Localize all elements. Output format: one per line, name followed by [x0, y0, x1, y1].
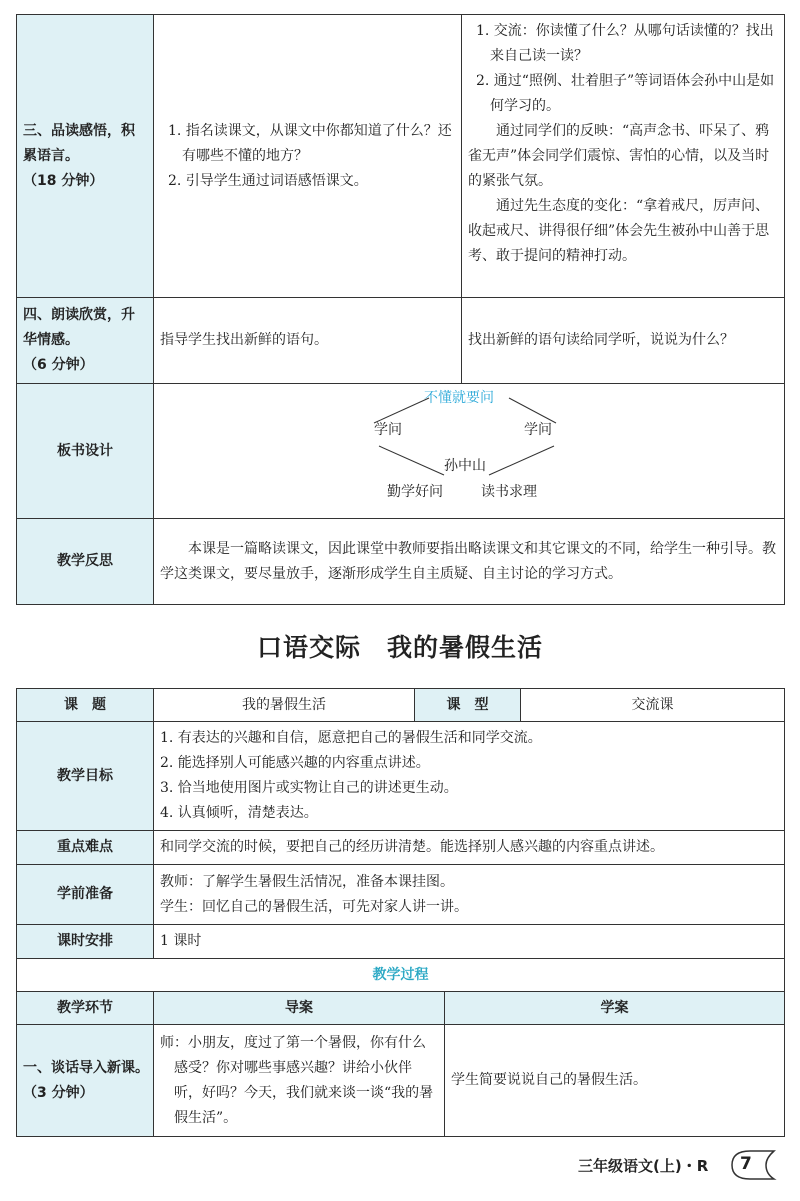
lesson-plan-table-oral	[16, 688, 785, 1137]
goals-label: 教学目标	[17, 722, 154, 831]
row-board	[17, 384, 785, 519]
topic-value: 我的暑假生活	[154, 689, 415, 722]
row-process-title	[17, 959, 785, 992]
stage-3-guide	[154, 15, 462, 298]
goal-item: 1. 有表达的兴趣和自信，愿意把自己的暑假生活和同学交流。	[160, 730, 542, 746]
stage-4-label	[17, 298, 154, 384]
row-stage-3	[17, 15, 785, 298]
page-number-shape	[728, 1148, 778, 1182]
section-title: 口语交际 我的暑假生活	[256, 633, 543, 662]
row-key-points	[17, 831, 785, 865]
stage-4-label-line2: 华情感。	[23, 332, 79, 348]
board-bottom-left-text: 勤学好问	[387, 484, 443, 500]
type-value: 交流课	[521, 689, 785, 722]
stage-3-label	[17, 15, 154, 298]
goal-item: 3. 恰当地使用图片或实物让自己的讲述更生动。	[160, 780, 458, 796]
prep-label: 学前准备	[17, 865, 154, 925]
process-title: 教学过程	[17, 959, 785, 992]
col-stage-header: 教学环节	[17, 992, 154, 1025]
board-right-text: 学问	[524, 422, 552, 438]
stage-4-label-line1: 四、朗读欣赏，升	[23, 307, 135, 323]
board-left-text: 学问	[374, 422, 402, 438]
stage-4-learn: 找出新鲜的语句读给同学听，说说为什么？	[462, 298, 785, 384]
reflection-label: 教学反思	[17, 519, 154, 605]
goal-item: 4. 认真倾听，清楚表达。	[160, 805, 318, 821]
guide-item: 2. 引导学生通过词语感悟课文。	[168, 172, 368, 189]
prep-value	[154, 865, 785, 925]
stage-3-learn	[462, 15, 785, 298]
learn-paragraph: 通过同学们的反映：“高声念书、吓呆了、鸦雀无声”体会同学们震惊、害怕的心情，以及当时的紧张气氛。	[468, 123, 770, 189]
reflection-paragraph: 本课是一篇略读课文，因此课堂中教师要指出略读课文和其它课文的不同，给学生一种引导。教学这类课文，要尽量放手，逐渐形成学生自主质疑、自主讨论的学习方式。	[160, 540, 776, 582]
row-stage-1	[17, 1025, 785, 1137]
col-guide-header: 导案	[154, 992, 445, 1025]
goal-item: 2. 能选择别人可能感兴趣的内容重点讲述。	[160, 755, 430, 771]
hours-label: 课时安排	[17, 925, 154, 959]
stage-3-label-line1: 三、品读感悟，积	[23, 122, 135, 139]
page-number: 7	[740, 1154, 752, 1174]
stage-1-label: 一、谈话导入新课。（3 分钟）	[17, 1025, 154, 1137]
learn-paragraph: 通过先生态度的变化：“拿着戒尺，厉声问、收起戒尺、讲得很仔细”体会先生被孙中山善于思考、敢于提问的精神打动。	[468, 198, 770, 264]
board-top-text: 不懂就要问	[424, 390, 494, 406]
prep-teacher: 教师：了解学生暑假生活情况，准备本课挂图。	[160, 873, 454, 890]
board-design	[154, 384, 785, 519]
board-diagram	[169, 390, 769, 512]
stage-3-label-line2: 累语言。	[23, 147, 79, 164]
type-label: 课 型	[415, 689, 521, 722]
learn-item: 2. 通过“照例、壮着胆子”等词语体会孙中山是如何学习的。	[476, 73, 775, 114]
hours-value: 1 课时	[154, 925, 785, 959]
board-bottom-right-text: 读书求理	[481, 484, 537, 500]
key-label: 重点难点	[17, 831, 154, 865]
stage-4-time: （6 分钟）	[23, 357, 94, 373]
guide-item: 1. 指名读课文，从课文中你都知道了什么？还有哪些不懂的地方？	[168, 122, 452, 164]
stage-3-time: （18 分钟）	[23, 172, 104, 189]
row-reflection	[17, 519, 785, 605]
stage-1-learn: 学生简要说说自己的暑假生活。	[445, 1025, 785, 1137]
row-hours	[17, 925, 785, 959]
stage-1-guide-text: 师：小朋友，度过了第一个暑假，你有什么感受？你对哪些事感兴趣？讲给小伙伴听，好吗？今天，我们就来谈一谈“我的暑假生活”。	[160, 1034, 434, 1126]
page-number-badge	[728, 1148, 778, 1182]
reflection-text	[154, 519, 785, 605]
learn-item: 1. 交流：你读懂了什么？从哪句话读懂的？找出来自己读一读？	[476, 23, 774, 64]
goals-list	[154, 722, 785, 831]
col-learn-header: 学案	[445, 992, 785, 1025]
key-value: 和同学交流的时候，要把自己的经历讲清楚。能选择别人感兴趣的内容重点讲述。	[154, 831, 785, 865]
row-process-header	[17, 992, 785, 1025]
board-label: 板书设计	[17, 384, 154, 519]
row-goals	[17, 722, 785, 831]
footer-book-label: 三年级语文(上)・R	[578, 1157, 709, 1175]
stage-1-guide	[154, 1025, 445, 1137]
board-center-text: 孙中山	[444, 458, 486, 474]
topic-label: 课 题	[17, 689, 154, 722]
row-stage-4	[17, 298, 785, 384]
row-topic	[17, 689, 785, 722]
stage-4-guide: 指导学生找出新鲜的语句。	[154, 298, 462, 384]
row-prep	[17, 865, 785, 925]
lesson-plan-table-top	[16, 14, 785, 605]
prep-student: 学生：回忆自己的暑假生活，可先对家人讲一讲。	[160, 898, 468, 915]
